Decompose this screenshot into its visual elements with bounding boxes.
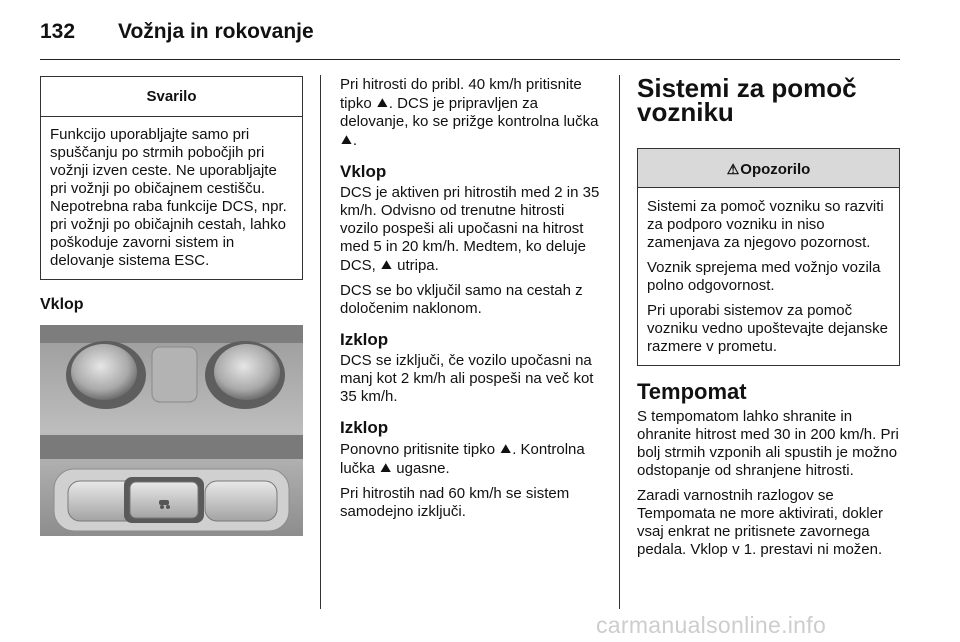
warning-body <box>638 188 899 365</box>
heading-izklop-2: Izklop <box>340 418 389 437</box>
vklop-text-b: utripa. <box>392 257 439 274</box>
watermark: carmanualsonline.info <box>596 612 827 638</box>
heading-vklop: Vklop <box>340 162 387 181</box>
vklop-text-a: DCS je aktiven pri hitrostih med 2 in 35 km/h. Odvisno od trenutne hitrosti vozilo pospeši ali upočasni na hitrost med 5 in 20 km/h. Medtem, ko deluje DCS, <box>340 184 600 274</box>
caution-text: Funkcijo uporabljajte samo pri spuščanju po strmih pobočjih pri vožnji izven ceste. Ne uporabljajte pri vožnji po običajnem cestišču. Nepotrebna raba funkcije DCS, npr. pri vožnji po običajnih cestah, lahko poškoduje zavorni sistem in delovanje sistema ESC. <box>50 126 287 269</box>
column-divider-1 <box>320 75 321 609</box>
warning-header <box>638 149 899 188</box>
tempomat-paragraph-1: S tempomatom lahko shranite in ohranite hitrost med 30 in 200 km/h. Pri bolj strmih vzponih ali spustih je možno odstopanje od shranjene hitrosti. <box>637 408 899 479</box>
intro-text-b: . DCS je pripravljen za delovanje, ko se prižge kontrolna lučka <box>340 95 599 130</box>
column-1 <box>40 76 303 536</box>
column-divider-2 <box>619 75 620 609</box>
dcs-button-photo <box>40 325 303 536</box>
page-title: Vožnja in rokovanje <box>118 20 314 43</box>
column-3 <box>637 73 900 566</box>
caution-box <box>40 76 303 280</box>
caution-title: Svarilo <box>41 77 302 117</box>
intro-text-c: . <box>352 132 358 149</box>
page-number: 132 <box>40 20 76 43</box>
hill-descent-icon: ⛰ <box>381 257 392 272</box>
warning-triangle-icon: ⚠ <box>726 161 740 177</box>
warning-box <box>637 148 900 366</box>
page-header <box>40 14 900 50</box>
hill-descent-icon: ⛰ <box>500 441 512 456</box>
warning-title: Opozorilo <box>740 161 811 178</box>
section-heading-vklop: Vklop <box>40 296 84 313</box>
header-rule <box>40 59 900 60</box>
auto-off-paragraph: Pri hitrostih nad 60 km/h se sistem samodejno izključi. <box>340 485 570 520</box>
column-2 <box>340 76 603 528</box>
warning-paragraph-3: Pri uporabi sistemov za pomoč vozniku vedno upoštevajte dejanske razmere v prometu. <box>647 302 888 355</box>
hill-descent-icon: ⛰ <box>376 95 388 110</box>
hill-descent-icon: ⛰ <box>380 460 392 475</box>
warning-paragraph-1: Sistemi za pomoč vozniku so razviti za podporo vozniku in niso zamenjava za njegovo pozornost. <box>647 198 884 251</box>
vklop-paragraph <box>340 184 603 275</box>
izklop-text-c: ugasne. <box>392 460 450 477</box>
section-title: Sistemi za pomoč vozniku <box>637 73 857 127</box>
intro-text-a: Pri hitrosti do pribl. 40 km/h pritisnite tipko <box>340 76 582 112</box>
izklop-text-b: . Kontrolna lučka <box>340 441 585 477</box>
slope-paragraph: DCS se bo vključil samo na cestah z določenim naklonom. <box>340 282 583 317</box>
warning-paragraph-2: Voznik sprejema med vožnjo vozila polno odgovornost. <box>647 259 881 294</box>
tempomat-paragraph-2: Zaradi varnostnih razlogov se Tempomata ne more aktivirati, dokler vsaj enkrat ne pritisnete zavornega pedala. Vklop v 1. prestavi ni možen. <box>637 487 883 558</box>
heading-izklop-1: Izklop <box>340 330 389 349</box>
heading-tempomat: Tempomat <box>637 379 747 404</box>
intro-paragraph <box>340 76 603 150</box>
izklop-paragraph-2 <box>340 440 603 478</box>
izklop-paragraph-1: DCS se izključi, če vozilo upočasni na manj kot 2 km/h ali pospeši na več kot 35 km/h. <box>340 352 594 405</box>
hill-descent-icon: ⛰ <box>341 132 352 147</box>
izklop-text-a: Ponovno pritisnite tipko <box>340 441 500 458</box>
